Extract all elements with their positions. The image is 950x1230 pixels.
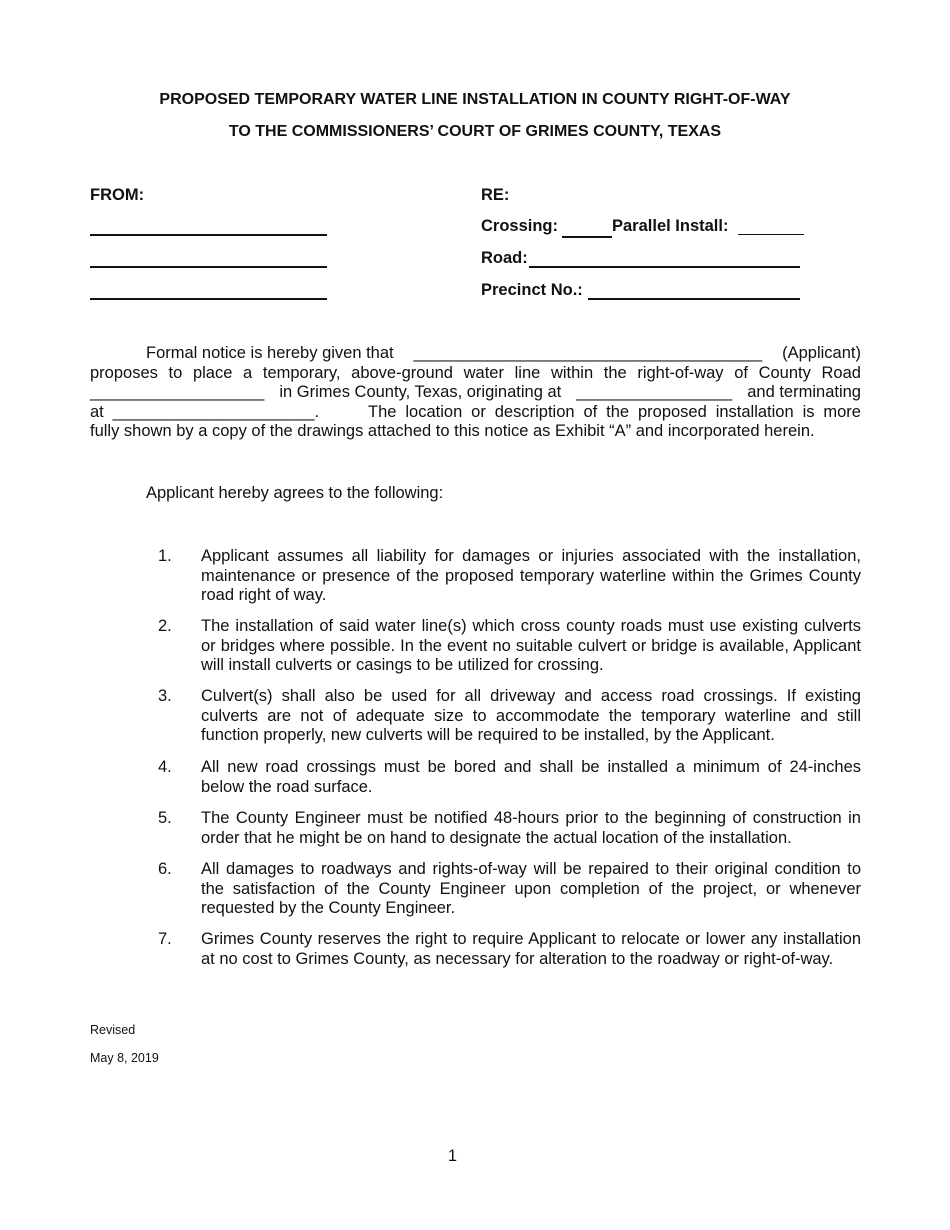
item-text: Culvert(s) shall also be used for all driveway and access road crossings. If existing culverts are not of adequate size to accommodate the temporary waterline and still function properly, new culverts will be required to be installed, by the Applicant. [201,687,861,744]
agreement-item-1 [158,547,861,606]
item-text: All damages to roadways and rights-of-way will be repaired to their original condition to the satisfaction of the County Engineer upon completion of the project, or whenever requested by the County Engineer. [201,860,861,917]
item-number: 1. [158,547,172,565]
notice-word: to [168,363,183,382]
notice-word: of [734,363,748,382]
item-text: All new road crossings must be bored and shall be installed a minimum of 24-inches below the road surface. [201,758,861,796]
notice-word: the [606,402,630,421]
notice-word: right-of-way [637,363,724,382]
notice-word: installation [715,402,794,421]
notice-word: a [243,363,253,382]
notice-word: of [583,402,598,421]
notice-word: line [514,363,541,382]
notice-word: location [405,402,463,421]
notice-line-1 [90,344,861,364]
origin-blank[interactable]: _________________ [576,383,733,401]
notice-word: description [494,402,575,421]
road-label: Road: [481,249,528,267]
notice-text: in Grimes County, Texas, originating at [279,383,562,401]
precinct-field[interactable] [588,298,800,300]
notice-text: Formal notice is hereby given that [146,344,394,362]
agreement-item-5 [158,809,861,848]
notice-text: (Applicant) [782,344,861,362]
from-line-3[interactable] [90,298,327,300]
item-text: The County Engineer must be notified 48-hours prior to the beginning of construction in order that he might be on hand to designate the actual location of the installation. [201,809,861,847]
notice-word: Road [821,363,861,382]
item-text: Applicant assumes all liability for damages or injuries associated with the installation, maintenance or presence of the proposed temporary waterline within the Grimes County road right of way. [201,547,861,604]
notice-word: the [603,363,627,382]
notice-text: and terminating [747,383,861,401]
agreement-intro: Applicant hereby agrees to the following: [146,484,444,502]
from-label: FROM: [90,186,145,204]
re-label: RE: [481,186,510,204]
agreement-item-3 [158,687,861,746]
crossing-field[interactable] [562,236,612,238]
agreement-item-7 [158,930,861,969]
from-line-1[interactable] [90,234,327,236]
precinct-label: Precinct No.: [481,281,583,299]
notice-word: water [463,363,504,382]
agreement-item-4 [158,758,861,797]
item-number: 5. [158,809,172,827]
notice-line-4 [90,403,861,423]
notice-word: is [802,402,815,421]
item-number: 2. [158,617,172,635]
item-text: Grimes County reserves the right to require Applicant to relocate or lower any installation at no cost to Grimes County, as necessary for alteration to the roadway or right-of-way. [201,930,861,968]
notice-word: above-ground [351,363,453,382]
notice-line-3 [90,383,861,403]
notice-word: place [192,363,233,382]
agreement-item-2 [158,617,861,676]
notice-word: or [471,402,486,421]
applicant-blank[interactable]: ______________________________________ [413,344,763,362]
termination-blank[interactable]: ______________________. [112,402,320,421]
county-road-blank[interactable]: ___________________ [90,383,265,401]
formal-notice-paragraph [90,344,861,442]
notice-word: County [758,363,811,382]
revised-label: Revised [90,1023,136,1037]
parallel-install-label: Parallel Install: [612,217,729,235]
parallel-install-field[interactable] [738,234,804,235]
item-number: 7. [158,930,172,948]
notice-word: proposed [637,402,707,421]
notice-word: temporary, [262,363,341,382]
item-number: 4. [158,758,172,776]
road-field[interactable] [529,266,800,268]
notice-word: The [368,402,397,421]
notice-line-2 [90,364,861,384]
crossing-label: Crossing: [481,217,559,235]
notice-word: within [550,363,594,382]
item-text: The installation of said water line(s) which cross county roads must use existing culverts or bridges where possible. In the event no suitable culvert or bridge is available, Applicant will install culverts or casings to be utilized for crossing. [201,617,861,674]
from-line-2[interactable] [90,266,327,268]
page-number: 1 [447,1147,458,1165]
notice-text: at [90,402,104,421]
revised-date: May 8, 2019 [90,1051,159,1065]
item-number: 6. [158,860,172,878]
document-title: PROPOSED TEMPORARY WATER LINE INSTALLATION IN COUNTY RIGHT-OF-WAY [159,91,791,108]
notice-line-5: fully shown by a copy of the drawings attached to this notice as Exhibit “A” and incorporated herein. [90,422,815,440]
document-subtitle: TO THE COMMISSIONERS’ COURT OF GRIMES COUNTY, TEXAS [228,123,722,140]
notice-word: more [823,402,861,421]
item-number: 3. [158,687,172,705]
notice-word: proposes [90,363,158,382]
agreement-item-6 [158,860,861,919]
